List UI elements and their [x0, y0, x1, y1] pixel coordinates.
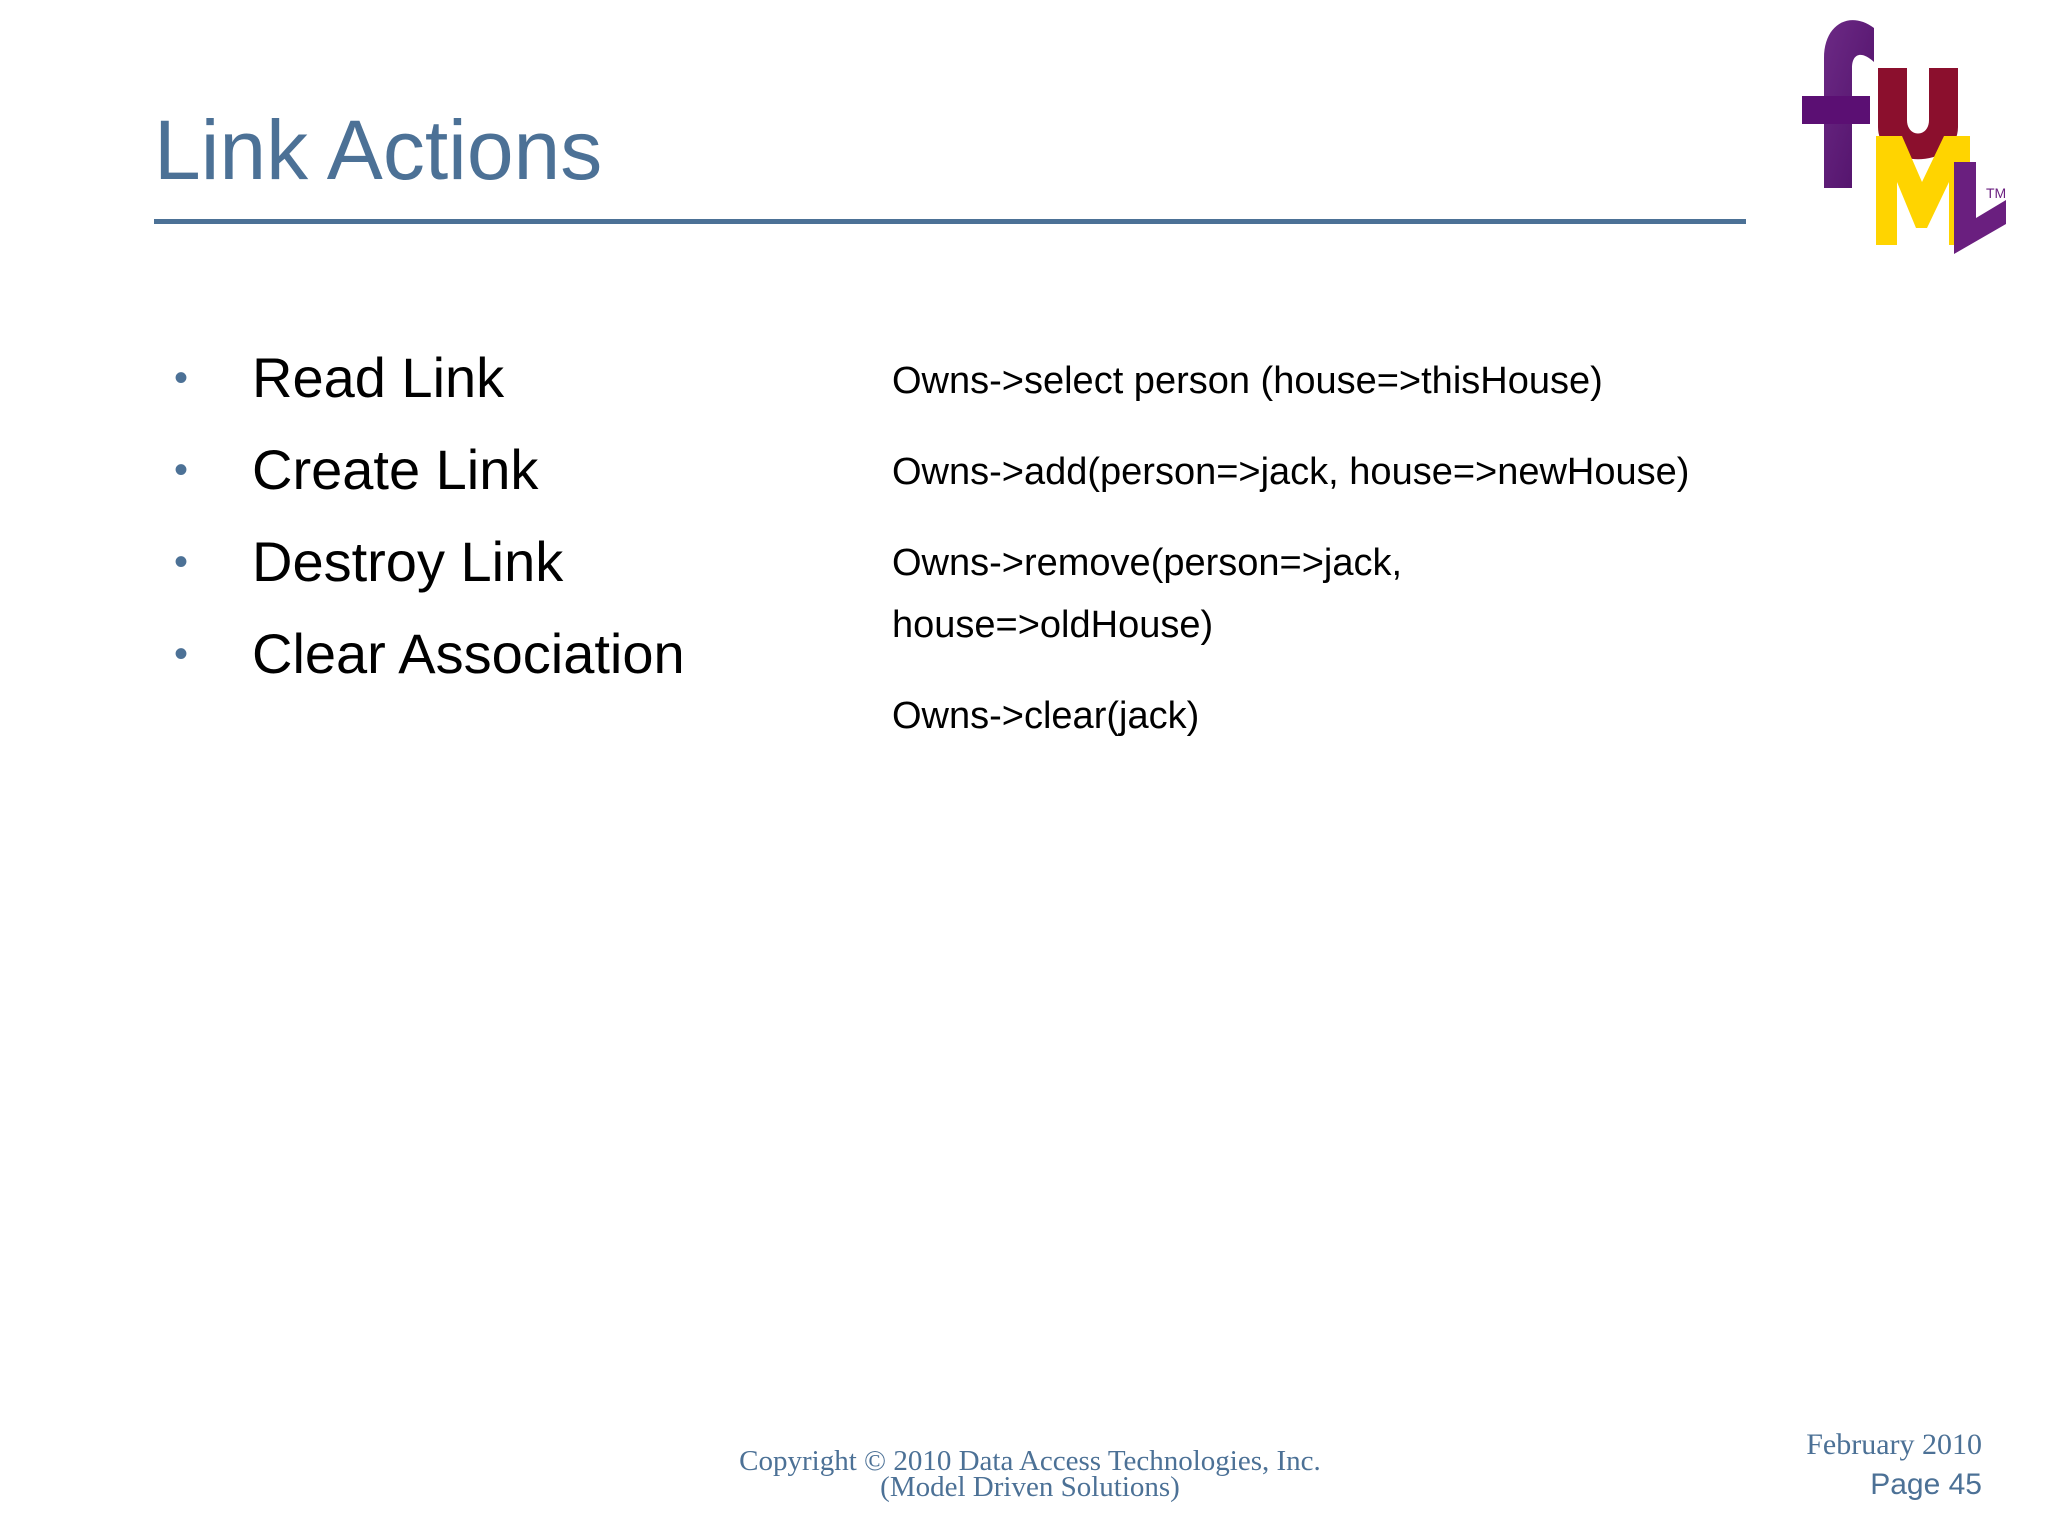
list-item	[174, 516, 685, 608]
list-item	[174, 608, 685, 700]
code-examples	[892, 350, 1772, 747]
bullet-icon: •	[174, 448, 189, 492]
code-remove-example-line-1: Owns->remove(person=>jack,	[892, 542, 1403, 584]
copyright-line-2: (Model Driven Solutions)	[880, 1471, 1180, 1503]
code-add-example: Owns->add(person=>jack, house=>newHouse)	[892, 451, 1690, 493]
bullet-destroy-link: Destroy Link	[252, 530, 564, 593]
list-item	[174, 332, 685, 424]
bullet-icon: •	[174, 632, 189, 676]
logo-tm-mark: TM	[1986, 185, 2007, 201]
code-select-example: Owns->select person (house=>thisHouse)	[892, 360, 1603, 402]
bullet-icon: •	[174, 540, 189, 584]
slide-title: Link Actions	[154, 103, 603, 197]
page-number: Page 45	[1870, 1468, 1982, 1501]
logo-f-bar	[1802, 96, 1870, 124]
copyright-line-1: Copyright © 2010 Data Access Technologies, Inc.	[739, 1445, 1321, 1477]
code-clear-example: Owns->clear(jack)	[892, 695, 1200, 737]
bullet-read-link: Read Link	[252, 346, 505, 409]
bullet-create-link: Create Link	[252, 438, 539, 501]
bullet-clear-association: Clear Association	[252, 622, 685, 685]
code-remove-example-line-2: house=>oldHouse)	[892, 604, 1214, 646]
fuml-logo	[1766, 10, 2016, 260]
copyright-footer	[650, 1445, 1410, 1503]
title-divider	[154, 219, 1746, 224]
footer-date: February 2010	[1806, 1428, 1982, 1461]
bullet-icon: •	[174, 356, 189, 400]
link-actions-list	[174, 332, 685, 700]
list-item	[174, 424, 685, 516]
logo-l-shape	[1954, 162, 2006, 254]
